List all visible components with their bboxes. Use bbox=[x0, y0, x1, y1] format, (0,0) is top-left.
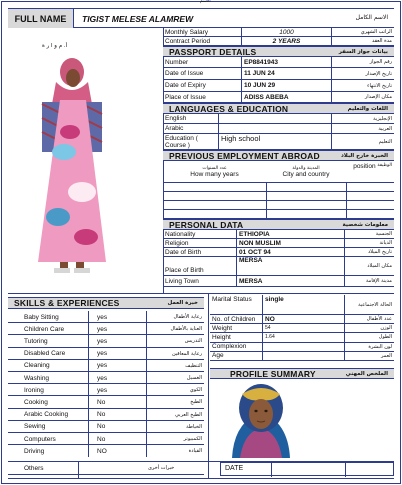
field-label-ar: تاريخ الميلاد bbox=[344, 248, 394, 256]
field-label-ar: مكان الإصدار bbox=[331, 92, 394, 102]
skill-row bbox=[8, 311, 204, 323]
skill-value: NO bbox=[88, 445, 146, 457]
section-title: PROFILE SUMMARY bbox=[230, 368, 316, 379]
marital-row bbox=[210, 315, 394, 324]
field-label-ar: الجنسية bbox=[344, 230, 394, 238]
skill-label: Children Care bbox=[24, 325, 65, 333]
skill-value: No bbox=[88, 409, 146, 421]
personal-row bbox=[163, 230, 394, 239]
field-label-ar: الطول bbox=[344, 333, 394, 341]
woman-portrait-illustration bbox=[214, 382, 308, 458]
section-divider bbox=[8, 293, 394, 294]
photo-caption: أ. م و ا ر ة bbox=[42, 43, 68, 49]
date-box bbox=[220, 462, 394, 476]
section-title-ar: خبرة العمل bbox=[167, 300, 198, 306]
skill-row bbox=[8, 335, 204, 347]
field-label: Marital Status bbox=[212, 296, 252, 303]
field-label-ar: مدة العقد bbox=[331, 37, 394, 45]
field-label: Date of Birth bbox=[165, 248, 202, 256]
skill-label-ar: الطبخ العربي bbox=[146, 409, 204, 421]
column-title-ar: عدد السنوات bbox=[202, 165, 227, 171]
field-value: 11 JUN 24 bbox=[241, 68, 331, 79]
skill-label: Baby Sitting bbox=[24, 313, 59, 321]
field-label-ar: تاريخ الانتهاء bbox=[331, 80, 394, 91]
field-label: Date of Expiry bbox=[165, 82, 206, 89]
field-value: NON MUSLIM bbox=[236, 239, 344, 247]
personal-row bbox=[163, 248, 394, 257]
section-title-ar: الخبرة خارج البلاد bbox=[340, 152, 388, 159]
field-label-ar: الوزن bbox=[344, 324, 394, 332]
personal-row bbox=[163, 239, 394, 248]
section-title-ar: اللغات والتعليم bbox=[347, 105, 388, 112]
skill-label-ar: الطبخ bbox=[146, 396, 204, 408]
personal-section-header bbox=[163, 219, 394, 230]
skill-row bbox=[8, 372, 204, 384]
field-label: Weight bbox=[212, 324, 233, 332]
employment-row bbox=[163, 210, 394, 219]
skill-value: yes bbox=[88, 372, 146, 384]
field-value bbox=[218, 124, 331, 133]
center-column-divider bbox=[208, 293, 209, 478]
skill-label-ar: الخياطة bbox=[146, 421, 204, 433]
profile-section-header bbox=[210, 368, 394, 379]
field-label: Number bbox=[165, 58, 189, 66]
skill-label-ar: القيادة bbox=[146, 445, 204, 457]
field-value: 1000 bbox=[241, 28, 331, 36]
field-value bbox=[262, 352, 344, 360]
section-title: SKILLS & EXPERIENCES bbox=[14, 298, 120, 308]
field-value: ETHIOPIA bbox=[236, 230, 344, 238]
position-column-header bbox=[346, 161, 394, 182]
column-title-ar: الوظيفة bbox=[377, 163, 392, 168]
skill-value: No bbox=[88, 421, 146, 433]
field-value: 2 YEARS bbox=[241, 37, 331, 45]
passport-row bbox=[163, 68, 394, 80]
skill-label-ar: الكوي bbox=[146, 384, 204, 396]
field-label: Living Town bbox=[165, 277, 199, 285]
city-column-header bbox=[266, 161, 346, 182]
skill-label-ar: الغسيل bbox=[146, 372, 204, 384]
bottom-line bbox=[8, 478, 394, 479]
passport-row bbox=[163, 57, 394, 68]
field-label: Age bbox=[212, 352, 224, 360]
skill-row bbox=[8, 433, 204, 445]
skill-label: Driving bbox=[24, 447, 45, 455]
employment-header-row bbox=[163, 161, 394, 183]
field-value: ADISS ABEBA bbox=[241, 92, 331, 102]
skill-label-ar: رعاية الأطفال bbox=[146, 311, 204, 323]
marital-row bbox=[210, 352, 394, 361]
field-value bbox=[262, 343, 344, 351]
skill-label-ar: التدريس bbox=[146, 335, 204, 347]
skill-row bbox=[8, 360, 204, 372]
field-value: MERSA bbox=[236, 276, 344, 286]
field-label: Place of Issue bbox=[165, 93, 206, 101]
field-label-ar: رقم الجواز bbox=[331, 57, 394, 67]
marital-row bbox=[210, 324, 394, 333]
field-label-ar: التعليم bbox=[331, 134, 394, 149]
field-label-ar: مدينة الإقامة bbox=[344, 276, 394, 286]
field-label: Monthly Salary bbox=[165, 28, 208, 36]
field-label: Arabic bbox=[165, 125, 184, 132]
skill-value: yes bbox=[88, 311, 146, 323]
section-title: PREVIOUS EMPLOYMENT ABROAD bbox=[169, 150, 320, 161]
section-title: PASSPORT DETAILS bbox=[169, 46, 257, 57]
field-label-ar: العربية bbox=[331, 124, 394, 133]
skill-label: Cooking bbox=[24, 398, 48, 406]
field-value: MERSA bbox=[236, 257, 344, 275]
employment-row bbox=[163, 201, 394, 210]
skill-row bbox=[8, 421, 204, 433]
column-title: position bbox=[353, 163, 376, 170]
field-label: No. of Children bbox=[212, 315, 256, 323]
skill-label-ar: رعاية المعاقين bbox=[146, 348, 204, 360]
field-label: Nationality bbox=[165, 230, 196, 238]
skill-label: Cleaning bbox=[24, 362, 50, 370]
field-label-ar: الحالة الاجتماعية bbox=[344, 295, 394, 314]
section-title: PERSONAL DATA bbox=[169, 219, 244, 230]
skill-value: yes bbox=[88, 360, 146, 372]
others-label-ar: خبرات أخرى bbox=[148, 465, 175, 471]
portrait-photo bbox=[214, 382, 308, 458]
field-label: Contract Period bbox=[165, 37, 211, 45]
field-label: Education ( Course ) bbox=[165, 134, 198, 149]
skill-label-ar: التنظيف bbox=[146, 360, 204, 372]
contract-row bbox=[163, 28, 394, 37]
marital-row bbox=[210, 295, 394, 315]
full-name-ar: الاسم الكامل bbox=[355, 14, 388, 21]
top-label: الاسم bbox=[200, 0, 211, 4]
skill-row bbox=[8, 348, 204, 360]
skill-label: Ironing bbox=[24, 386, 44, 394]
skill-value: yes bbox=[88, 348, 146, 360]
skill-label: Tutoring bbox=[24, 337, 48, 345]
field-label-ar: تاريخ الإصدار bbox=[331, 68, 394, 79]
passport-section-header bbox=[163, 46, 394, 57]
others-divider bbox=[78, 461, 79, 478]
column-title: How many years bbox=[190, 170, 239, 178]
personal-row bbox=[163, 257, 394, 276]
section-title-ar: معلومات شخصية bbox=[342, 221, 388, 228]
field-label: Complexion bbox=[212, 343, 247, 351]
skill-label: Arabic Cooking bbox=[24, 411, 69, 419]
field-label: English bbox=[165, 115, 187, 122]
field-value: 1.64 bbox=[262, 333, 344, 341]
skill-label: Computers bbox=[24, 435, 56, 443]
section-title-ar: بيانات جواز السفر bbox=[338, 48, 388, 55]
field-value: 54 bbox=[262, 324, 344, 332]
employment-row bbox=[163, 192, 394, 201]
field-label-ar: الراتب الشهري bbox=[331, 28, 394, 36]
section-title: LANGUAGES & EDUCATION bbox=[169, 103, 289, 114]
skills-section-header bbox=[8, 297, 204, 309]
passport-row bbox=[163, 92, 394, 103]
field-label: Religion bbox=[165, 239, 189, 247]
language-row bbox=[163, 124, 394, 134]
date-divider bbox=[345, 463, 346, 477]
date-label: DATE bbox=[225, 465, 244, 472]
years-column-header bbox=[163, 161, 266, 182]
employment-row bbox=[163, 183, 394, 192]
woman-standing-illustration bbox=[20, 42, 120, 278]
field-label-ar: مكان الميلاد bbox=[344, 257, 394, 275]
employment-section-header bbox=[163, 150, 394, 161]
column-title: City and country bbox=[282, 170, 330, 178]
field-value bbox=[218, 114, 331, 123]
field-label: Height bbox=[212, 333, 231, 341]
field-label-ar: عدد الأطفال bbox=[344, 315, 394, 323]
skill-row bbox=[8, 409, 204, 421]
languages-section-header bbox=[163, 103, 394, 114]
field-value: NO bbox=[262, 315, 344, 323]
skill-label-ar: الكمبيوتر bbox=[146, 433, 204, 445]
field-label: Date of Issue bbox=[165, 70, 204, 77]
column-title-ar: المدينة والدولة bbox=[292, 165, 320, 171]
skill-value: No bbox=[88, 396, 146, 408]
skill-value: yes bbox=[88, 384, 146, 396]
skill-value: No bbox=[88, 433, 146, 445]
education-row bbox=[163, 134, 394, 150]
skill-label-ar: العناية بالأطفال bbox=[146, 323, 204, 335]
others-label: Others bbox=[24, 465, 44, 472]
date-divider bbox=[271, 463, 272, 477]
skill-value: yes bbox=[88, 323, 146, 335]
field-value: High school bbox=[218, 134, 331, 149]
full-name-row bbox=[8, 8, 394, 28]
field-value: single bbox=[262, 295, 344, 314]
section-title-ar: الملخص المهني bbox=[345, 370, 388, 377]
field-label-ar: الإنجليزية bbox=[331, 114, 394, 123]
skill-label: Disabled Care bbox=[24, 350, 66, 358]
full-name-label: FULL NAME bbox=[8, 9, 74, 28]
skill-label: Sewing bbox=[24, 423, 46, 431]
marital-row bbox=[210, 333, 394, 342]
field-label: Place of Birth bbox=[165, 267, 204, 274]
field-label-ar: الديانة bbox=[344, 239, 394, 247]
marital-row bbox=[210, 343, 394, 352]
full-body-photo bbox=[20, 42, 120, 278]
passport-row bbox=[163, 80, 394, 92]
skill-row bbox=[8, 396, 204, 408]
skill-label: Washing bbox=[24, 374, 50, 382]
field-label-ar: العمر bbox=[344, 352, 394, 360]
field-label-ar: لون البشرة bbox=[344, 343, 394, 351]
personal-row bbox=[163, 276, 394, 287]
field-value: 10 JUN 29 bbox=[241, 80, 331, 91]
contract-row bbox=[163, 37, 394, 46]
full-name-value: TIGIST MELESE ALAMREW bbox=[82, 13, 194, 24]
skill-value: yes bbox=[88, 335, 146, 347]
skill-row bbox=[8, 384, 204, 396]
language-row bbox=[163, 114, 394, 124]
field-value: 01 OCT 94 bbox=[236, 248, 344, 256]
skill-row bbox=[8, 323, 204, 335]
field-value: EP8841943 bbox=[241, 57, 331, 67]
